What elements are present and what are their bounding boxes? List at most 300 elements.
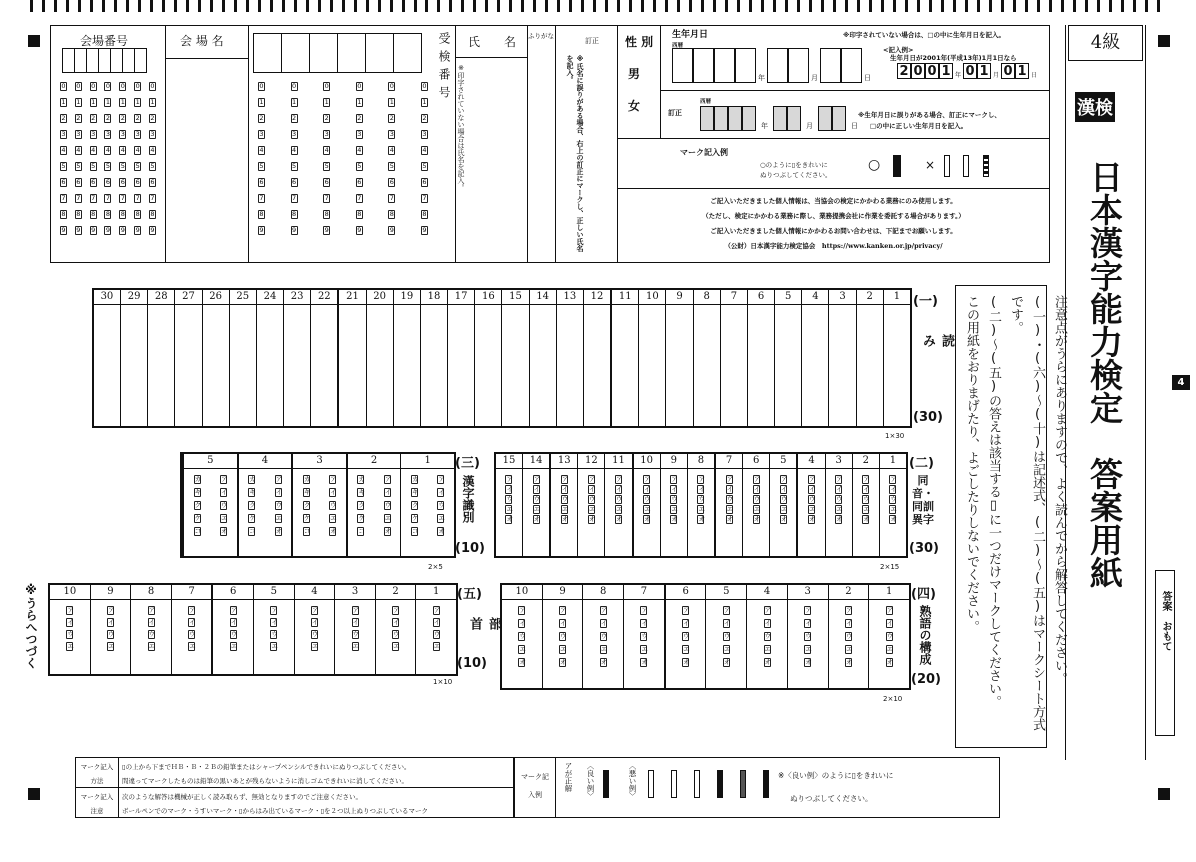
birth-correction-input[interactable]: 年 月 日 (700, 106, 863, 131)
mark-bubble[interactable]: 5 (76, 162, 81, 170)
mark-bubble[interactable]: 2 (357, 114, 362, 122)
mark-bubble[interactable]: 8 (120, 210, 125, 218)
mark-bubble[interactable]: キ (194, 488, 202, 496)
mark-bubble[interactable]: エ (560, 645, 567, 653)
mark-bubble[interactable]: イ (726, 485, 734, 493)
mark-bubble[interactable]: 9 (105, 226, 111, 234)
mark-bubble[interactable]: 9 (389, 226, 394, 234)
mark-bubble[interactable]: ウ (600, 632, 608, 640)
answer-area[interactable] (284, 305, 310, 426)
mark-bubble[interactable]: イ (220, 488, 228, 496)
mark-bubble[interactable]: コ (194, 527, 202, 535)
gender-female[interactable]: 女 (628, 99, 641, 113)
mark-bubble[interactable]: ア (723, 606, 731, 614)
mark-bubble[interactable]: ウ (506, 495, 513, 503)
mark-bubble[interactable]: ア (863, 475, 870, 483)
mark-bubble[interactable]: オ (616, 515, 623, 523)
mark-bubble[interactable]: ア (352, 606, 360, 614)
mark-bubble[interactable]: 4 (105, 146, 111, 154)
mark-bubble[interactable]: 8 (76, 210, 81, 218)
mark-bubble[interactable]: 3 (292, 130, 297, 138)
mark-bubble[interactable]: 4 (135, 146, 140, 154)
mark-bubble[interactable]: オ (683, 658, 690, 666)
mark-bubble[interactable]: 4 (389, 146, 394, 154)
mark-bubble[interactable]: オ (753, 515, 761, 523)
mark-bubble[interactable]: 7 (105, 194, 111, 202)
mark-bubble[interactable]: ウ (393, 630, 400, 638)
mark-bubble[interactable]: ク (412, 501, 419, 509)
mark-bubble[interactable]: キ (358, 488, 365, 496)
mark-bubble[interactable]: エ (438, 514, 445, 522)
mark-bubble[interactable]: ア (616, 475, 623, 483)
mark-bubble[interactable]: 0 (292, 82, 297, 90)
mark-bubble[interactable]: イ (845, 619, 853, 627)
mark-bubble[interactable]: 4 (357, 146, 362, 154)
mark-bubble[interactable]: ア (560, 606, 567, 614)
mark-bubble[interactable]: 8 (259, 210, 264, 218)
answer-area[interactable] (367, 305, 393, 426)
answer-area[interactable] (121, 305, 147, 426)
mark-bubble[interactable]: オ (560, 658, 567, 666)
mark-bubble[interactable]: ウ (148, 630, 156, 638)
mark-bubble[interactable]: 2 (292, 114, 297, 122)
mark-bubble[interactable]: イ (275, 488, 283, 496)
mark-bubble[interactable]: ア (393, 606, 400, 614)
mark-bubble[interactable]: 4 (76, 146, 81, 154)
mark-bubble[interactable]: ウ (886, 632, 894, 640)
mark-bubble[interactable]: 9 (135, 226, 140, 234)
mark-bubble[interactable]: ア (644, 475, 651, 483)
mark-bubble[interactable]: カ (358, 475, 365, 483)
mark-bubble[interactable]: イ (863, 485, 870, 493)
mark-bubble[interactable]: エ (600, 645, 608, 653)
mark-bubble[interactable]: 9 (324, 226, 329, 234)
mark-bubble[interactable]: エ (683, 645, 690, 653)
mark-bubble[interactable]: オ (588, 515, 596, 523)
mark-bubble[interactable]: オ (809, 515, 816, 523)
mark-bubble[interactable]: エ (698, 505, 705, 513)
mark-bubble[interactable]: ア (671, 475, 678, 483)
mark-bubble[interactable]: エ (148, 642, 156, 650)
mark-bubble[interactable]: ウ (809, 495, 816, 503)
mark-bubble[interactable]: 0 (324, 82, 329, 90)
exam-number-digit-box[interactable] (309, 33, 338, 73)
answer-area[interactable] (94, 305, 120, 426)
mark-bubble[interactable]: オ (330, 527, 337, 535)
answer-area[interactable] (694, 305, 720, 426)
mark-bubble[interactable]: ウ (764, 632, 772, 640)
mark-bubble[interactable]: 7 (292, 194, 297, 202)
mark-bubble[interactable]: ウ (230, 630, 238, 638)
birth-correction-mark[interactable]: 訂正 (668, 109, 682, 117)
mark-bubble[interactable]: 5 (422, 162, 427, 170)
mark-bubble[interactable]: ア (836, 475, 843, 483)
mark-bubble[interactable]: 4 (259, 146, 264, 154)
exam-number-digit-box[interactable] (365, 33, 394, 73)
mark-bubble[interactable]: 1 (389, 98, 394, 106)
mark-bubble[interactable]: 3 (324, 130, 329, 138)
mark-bubble[interactable]: ウ (533, 495, 541, 503)
venue-number-digit-box[interactable] (134, 48, 147, 73)
mark-bubble[interactable]: ケ (412, 514, 419, 522)
mark-bubble[interactable]: ア (330, 475, 337, 483)
mark-bubble[interactable]: エ (764, 645, 772, 653)
mark-bubble[interactable]: オ (519, 658, 526, 666)
mark-bubble[interactable]: イ (588, 485, 596, 493)
mark-bubble[interactable]: エ (433, 642, 441, 650)
mark-bubble[interactable]: 8 (61, 210, 66, 218)
mark-bubble[interactable]: エ (863, 505, 870, 513)
answer-area[interactable] (775, 305, 801, 426)
mark-bubble[interactable]: ウ (726, 495, 734, 503)
mark-bubble[interactable]: 7 (61, 194, 66, 202)
mark-bubble[interactable]: ア (886, 606, 894, 614)
mark-bubble[interactable]: イ (148, 618, 156, 626)
mark-bubble[interactable]: 6 (422, 178, 427, 186)
mark-bubble[interactable]: 2 (105, 114, 111, 122)
mark-bubble[interactable]: カ (412, 475, 419, 483)
mark-bubble[interactable]: カ (249, 475, 256, 483)
answer-area[interactable] (802, 305, 828, 426)
mark-bubble[interactable]: 1 (120, 98, 125, 106)
mark-bubble[interactable]: エ (641, 645, 648, 653)
mark-bubble[interactable]: ア (519, 606, 526, 614)
mark-bubble[interactable]: ア (506, 475, 513, 483)
mark-bubble[interactable]: イ (764, 619, 772, 627)
mark-bubble[interactable]: ア (189, 606, 196, 614)
mark-bubble[interactable]: 6 (259, 178, 264, 186)
mark-bubble[interactable]: ア (384, 475, 392, 483)
mark-bubble[interactable]: ウ (519, 632, 526, 640)
mark-bubble[interactable]: オ (863, 515, 870, 523)
mark-bubble[interactable]: 7 (120, 194, 125, 202)
mark-bubble[interactable]: 7 (91, 194, 96, 202)
mark-bubble[interactable]: オ (438, 527, 445, 535)
mark-bubble[interactable]: ア (533, 475, 541, 483)
mark-bubble[interactable]: エ (644, 505, 651, 513)
mark-bubble[interactable]: イ (683, 619, 690, 627)
mark-bubble[interactable]: 9 (120, 226, 125, 234)
answer-area[interactable] (421, 305, 447, 426)
answer-area[interactable] (829, 305, 855, 426)
mark-bubble[interactable]: コ (412, 527, 419, 535)
mark-bubble[interactable]: 2 (76, 114, 81, 122)
mark-bubble[interactable]: エ (393, 642, 400, 650)
mark-bubble[interactable]: ウ (723, 632, 731, 640)
mark-bubble[interactable]: イ (533, 485, 541, 493)
mark-bubble[interactable]: 3 (422, 130, 427, 138)
mark-bubble[interactable]: エ (890, 505, 897, 513)
mark-bubble[interactable]: ア (809, 475, 816, 483)
mark-bubble[interactable]: ア (433, 606, 441, 614)
mark-bubble[interactable]: 6 (105, 178, 111, 186)
mark-bubble[interactable]: 8 (150, 210, 155, 218)
mark-bubble[interactable]: オ (644, 515, 651, 523)
mark-bubble[interactable]: イ (890, 485, 897, 493)
mark-bubble[interactable]: ア (107, 606, 115, 614)
mark-bubble[interactable]: 5 (357, 162, 362, 170)
mark-bubble[interactable]: オ (836, 515, 843, 523)
mark-bubble[interactable]: オ (384, 527, 392, 535)
mark-bubble[interactable]: 7 (357, 194, 362, 202)
mark-bubble[interactable]: ウ (311, 630, 319, 638)
mark-bubble[interactable]: 0 (91, 82, 96, 90)
mark-bubble[interactable]: イ (311, 618, 319, 626)
answer-area[interactable] (884, 305, 910, 426)
mark-bubble[interactable]: エ (588, 505, 596, 513)
mark-bubble[interactable]: 3 (120, 130, 125, 138)
mark-bubble[interactable]: オ (845, 658, 853, 666)
mark-bubble[interactable]: オ (764, 658, 772, 666)
mark-bubble[interactable]: イ (805, 619, 812, 627)
mark-bubble[interactable]: 7 (324, 194, 329, 202)
mark-bubble[interactable]: ア (698, 475, 705, 483)
mark-bubble[interactable]: 6 (150, 178, 155, 186)
answer-area[interactable] (448, 305, 474, 426)
mark-bubble[interactable]: 4 (150, 146, 155, 154)
mark-bubble[interactable]: 7 (422, 194, 427, 202)
mark-bubble[interactable]: ア (148, 606, 156, 614)
mark-bubble[interactable]: エ (519, 645, 526, 653)
mark-bubble[interactable]: 6 (120, 178, 125, 186)
exam-number-digit-box[interactable] (393, 33, 422, 73)
mark-bubble[interactable]: ウ (67, 630, 74, 638)
mark-bubble[interactable]: 1 (259, 98, 264, 106)
mark-bubble[interactable]: 2 (259, 114, 264, 122)
mark-bubble[interactable]: ア (641, 606, 648, 614)
mark-bubble[interactable]: ア (438, 475, 445, 483)
mark-bubble[interactable]: ウ (433, 630, 441, 638)
mark-bubble[interactable]: 8 (91, 210, 96, 218)
mark-bubble[interactable]: ア (561, 475, 569, 483)
mark-bubble[interactable]: 1 (76, 98, 81, 106)
mark-bubble[interactable]: キ (412, 488, 419, 496)
mark-bubble[interactable]: 9 (61, 226, 66, 234)
exam-number-digit-box[interactable] (281, 33, 310, 73)
mark-bubble[interactable]: ア (275, 475, 283, 483)
mark-bubble[interactable]: エ (836, 505, 843, 513)
exam-number-digit-box[interactable] (253, 33, 282, 73)
mark-bubble[interactable]: 1 (61, 98, 66, 106)
mark-bubble[interactable]: エ (311, 642, 319, 650)
mark-bubble[interactable]: 1 (292, 98, 297, 106)
mark-bubble[interactable]: エ (67, 642, 74, 650)
mark-bubble[interactable]: カ (194, 475, 202, 483)
mark-bubble[interactable]: 7 (135, 194, 140, 202)
mark-bubble[interactable]: イ (189, 618, 196, 626)
mark-bubble[interactable]: イ (809, 485, 816, 493)
mark-bubble[interactable]: カ (303, 475, 311, 483)
mark-bubble[interactable]: エ (616, 505, 623, 513)
mark-bubble[interactable]: エ (845, 645, 853, 653)
mark-bubble[interactable]: 4 (324, 146, 329, 154)
mark-bubble[interactable]: 9 (357, 226, 362, 234)
mark-bubble[interactable]: オ (220, 527, 228, 535)
mark-bubble[interactable]: イ (330, 488, 337, 496)
answer-area[interactable] (230, 305, 256, 426)
mark-bubble[interactable]: エ (230, 642, 238, 650)
mark-bubble[interactable]: 5 (150, 162, 155, 170)
answer-area[interactable] (666, 305, 692, 426)
mark-bubble[interactable]: コ (303, 527, 311, 535)
mark-bubble[interactable]: 3 (105, 130, 111, 138)
answer-area[interactable] (557, 305, 583, 426)
mark-bubble[interactable]: 7 (150, 194, 155, 202)
mark-bubble[interactable]: 5 (292, 162, 297, 170)
mark-bubble[interactable]: ア (311, 606, 319, 614)
mark-bubble[interactable]: イ (600, 619, 608, 627)
mark-bubble[interactable]: ア (805, 606, 812, 614)
mark-bubble[interactable]: 1 (422, 98, 427, 106)
mark-bubble[interactable]: ウ (588, 495, 596, 503)
mark-bubble[interactable]: 0 (120, 82, 125, 90)
mark-bubble[interactable]: エ (726, 505, 734, 513)
mark-bubble[interactable]: オ (780, 515, 788, 523)
mark-bubble[interactable]: 5 (61, 162, 66, 170)
mark-bubble[interactable]: 9 (76, 226, 81, 234)
mark-bubble[interactable]: ア (271, 606, 278, 614)
mark-bubble[interactable]: ウ (271, 630, 278, 638)
mark-bubble[interactable]: 2 (135, 114, 140, 122)
mark-bubble[interactable]: ウ (644, 495, 651, 503)
answer-area[interactable] (857, 305, 883, 426)
mark-bubble[interactable]: エ (561, 505, 569, 513)
mark-bubble[interactable]: 7 (389, 194, 394, 202)
mark-bubble[interactable]: イ (616, 485, 623, 493)
mark-bubble[interactable]: 9 (292, 226, 297, 234)
mark-bubble[interactable]: エ (275, 514, 283, 522)
mark-bubble[interactable]: 6 (292, 178, 297, 186)
mark-bubble[interactable]: 4 (120, 146, 125, 154)
name-correction-mark[interactable]: 訂正 (585, 37, 599, 45)
mark-bubble[interactable]: 8 (135, 210, 140, 218)
mark-bubble[interactable]: 3 (389, 130, 394, 138)
mark-bubble[interactable]: イ (780, 485, 788, 493)
mark-bubble[interactable]: 8 (292, 210, 297, 218)
mark-bubble[interactable]: イ (723, 619, 731, 627)
mark-bubble[interactable]: ア (67, 606, 74, 614)
mark-bubble[interactable]: 2 (422, 114, 427, 122)
mark-bubble[interactable]: ウ (189, 630, 196, 638)
answer-area[interactable] (475, 305, 501, 426)
mark-bubble[interactable]: 2 (120, 114, 125, 122)
mark-bubble[interactable]: イ (519, 619, 526, 627)
mark-bubble[interactable]: オ (275, 527, 283, 535)
mark-bubble[interactable]: オ (723, 658, 731, 666)
mark-bubble[interactable]: 9 (150, 226, 155, 234)
mark-bubble[interactable]: エ (189, 642, 196, 650)
mark-bubble[interactable]: イ (561, 485, 569, 493)
mark-bubble[interactable]: イ (230, 618, 238, 626)
mark-bubble[interactable]: 0 (422, 82, 427, 90)
mark-bubble[interactable]: イ (671, 485, 678, 493)
mark-bubble[interactable]: ウ (560, 632, 567, 640)
answer-area[interactable] (203, 305, 229, 426)
mark-bubble[interactable]: 6 (61, 178, 66, 186)
mark-bubble[interactable]: 0 (135, 82, 140, 90)
mark-bubble[interactable]: 6 (76, 178, 81, 186)
mark-bubble[interactable]: 5 (389, 162, 394, 170)
answer-area[interactable] (612, 305, 638, 426)
mark-bubble[interactable]: 0 (105, 82, 111, 90)
mark-bubble[interactable]: 1 (357, 98, 362, 106)
mark-bubble[interactable]: 4 (422, 146, 427, 154)
mark-bubble[interactable]: ア (845, 606, 853, 614)
mark-bubble[interactable]: 4 (292, 146, 297, 154)
mark-bubble[interactable]: 3 (91, 130, 96, 138)
mark-bubble[interactable]: 4 (91, 146, 96, 154)
mark-bubble[interactable]: ク (303, 501, 311, 509)
mark-bubble[interactable]: イ (644, 485, 651, 493)
mark-bubble[interactable]: ケ (249, 514, 256, 522)
mark-bubble[interactable]: イ (886, 619, 894, 627)
mark-bubble[interactable]: ウ (845, 632, 853, 640)
mark-bubble[interactable]: 2 (61, 114, 66, 122)
mark-bubble[interactable]: 6 (389, 178, 394, 186)
mark-bubble[interactable]: オ (805, 658, 812, 666)
mark-bubble[interactable]: イ (836, 485, 843, 493)
mark-bubble[interactable]: イ (560, 619, 567, 627)
mark-bubble[interactable]: 8 (389, 210, 394, 218)
mark-bubble[interactable]: ア (764, 606, 772, 614)
mark-bubble[interactable]: オ (641, 658, 648, 666)
mark-bubble[interactable]: ウ (352, 630, 360, 638)
mark-bubble[interactable]: 0 (150, 82, 155, 90)
mark-bubble[interactable]: ク (194, 501, 202, 509)
mark-bubble[interactable]: 3 (135, 130, 140, 138)
mark-bubble[interactable]: ウ (641, 632, 648, 640)
answer-area[interactable] (748, 305, 774, 426)
mark-bubble[interactable]: ケ (194, 514, 202, 522)
mark-bubble[interactable]: 3 (150, 130, 155, 138)
mark-bubble[interactable]: 3 (76, 130, 81, 138)
exam-number-digit-box[interactable] (337, 33, 366, 73)
mark-bubble[interactable]: キ (303, 488, 311, 496)
mark-bubble[interactable]: 0 (76, 82, 81, 90)
mark-bubble[interactable]: エ (809, 505, 816, 513)
answer-area[interactable] (639, 305, 665, 426)
mark-bubble[interactable]: オ (671, 515, 678, 523)
mark-bubble[interactable]: ア (220, 475, 228, 483)
mark-bubble[interactable]: ア (726, 475, 734, 483)
mark-bubble[interactable]: ウ (275, 501, 283, 509)
mark-bubble[interactable]: 8 (422, 210, 427, 218)
mark-bubble[interactable]: 1 (135, 98, 140, 106)
mark-bubble[interactable]: 1 (91, 98, 96, 106)
mark-bubble[interactable]: 0 (61, 82, 66, 90)
mark-bubble[interactable]: ク (249, 501, 256, 509)
mark-bubble[interactable]: ア (600, 606, 608, 614)
mark-bubble[interactable]: 6 (135, 178, 140, 186)
mark-bubble[interactable]: ウ (836, 495, 843, 503)
mark-bubble[interactable]: ク (358, 501, 365, 509)
mark-bubble[interactable]: ウ (220, 501, 228, 509)
mark-bubble[interactable]: 9 (422, 226, 427, 234)
mark-bubble[interactable]: 6 (357, 178, 362, 186)
mark-bubble[interactable]: ウ (671, 495, 678, 503)
mark-bubble[interactable]: エ (886, 645, 894, 653)
mark-bubble[interactable]: ウ (890, 495, 897, 503)
mark-bubble[interactable]: イ (698, 485, 705, 493)
mark-bubble[interactable]: 8 (357, 210, 362, 218)
mark-bubble[interactable]: イ (352, 618, 360, 626)
mark-bubble[interactable]: イ (393, 618, 400, 626)
mark-bubble[interactable]: オ (506, 515, 513, 523)
mark-bubble[interactable]: ウ (805, 632, 812, 640)
mark-bubble[interactable]: 3 (357, 130, 362, 138)
mark-bubble[interactable]: イ (438, 488, 445, 496)
mark-bubble[interactable]: オ (561, 515, 569, 523)
